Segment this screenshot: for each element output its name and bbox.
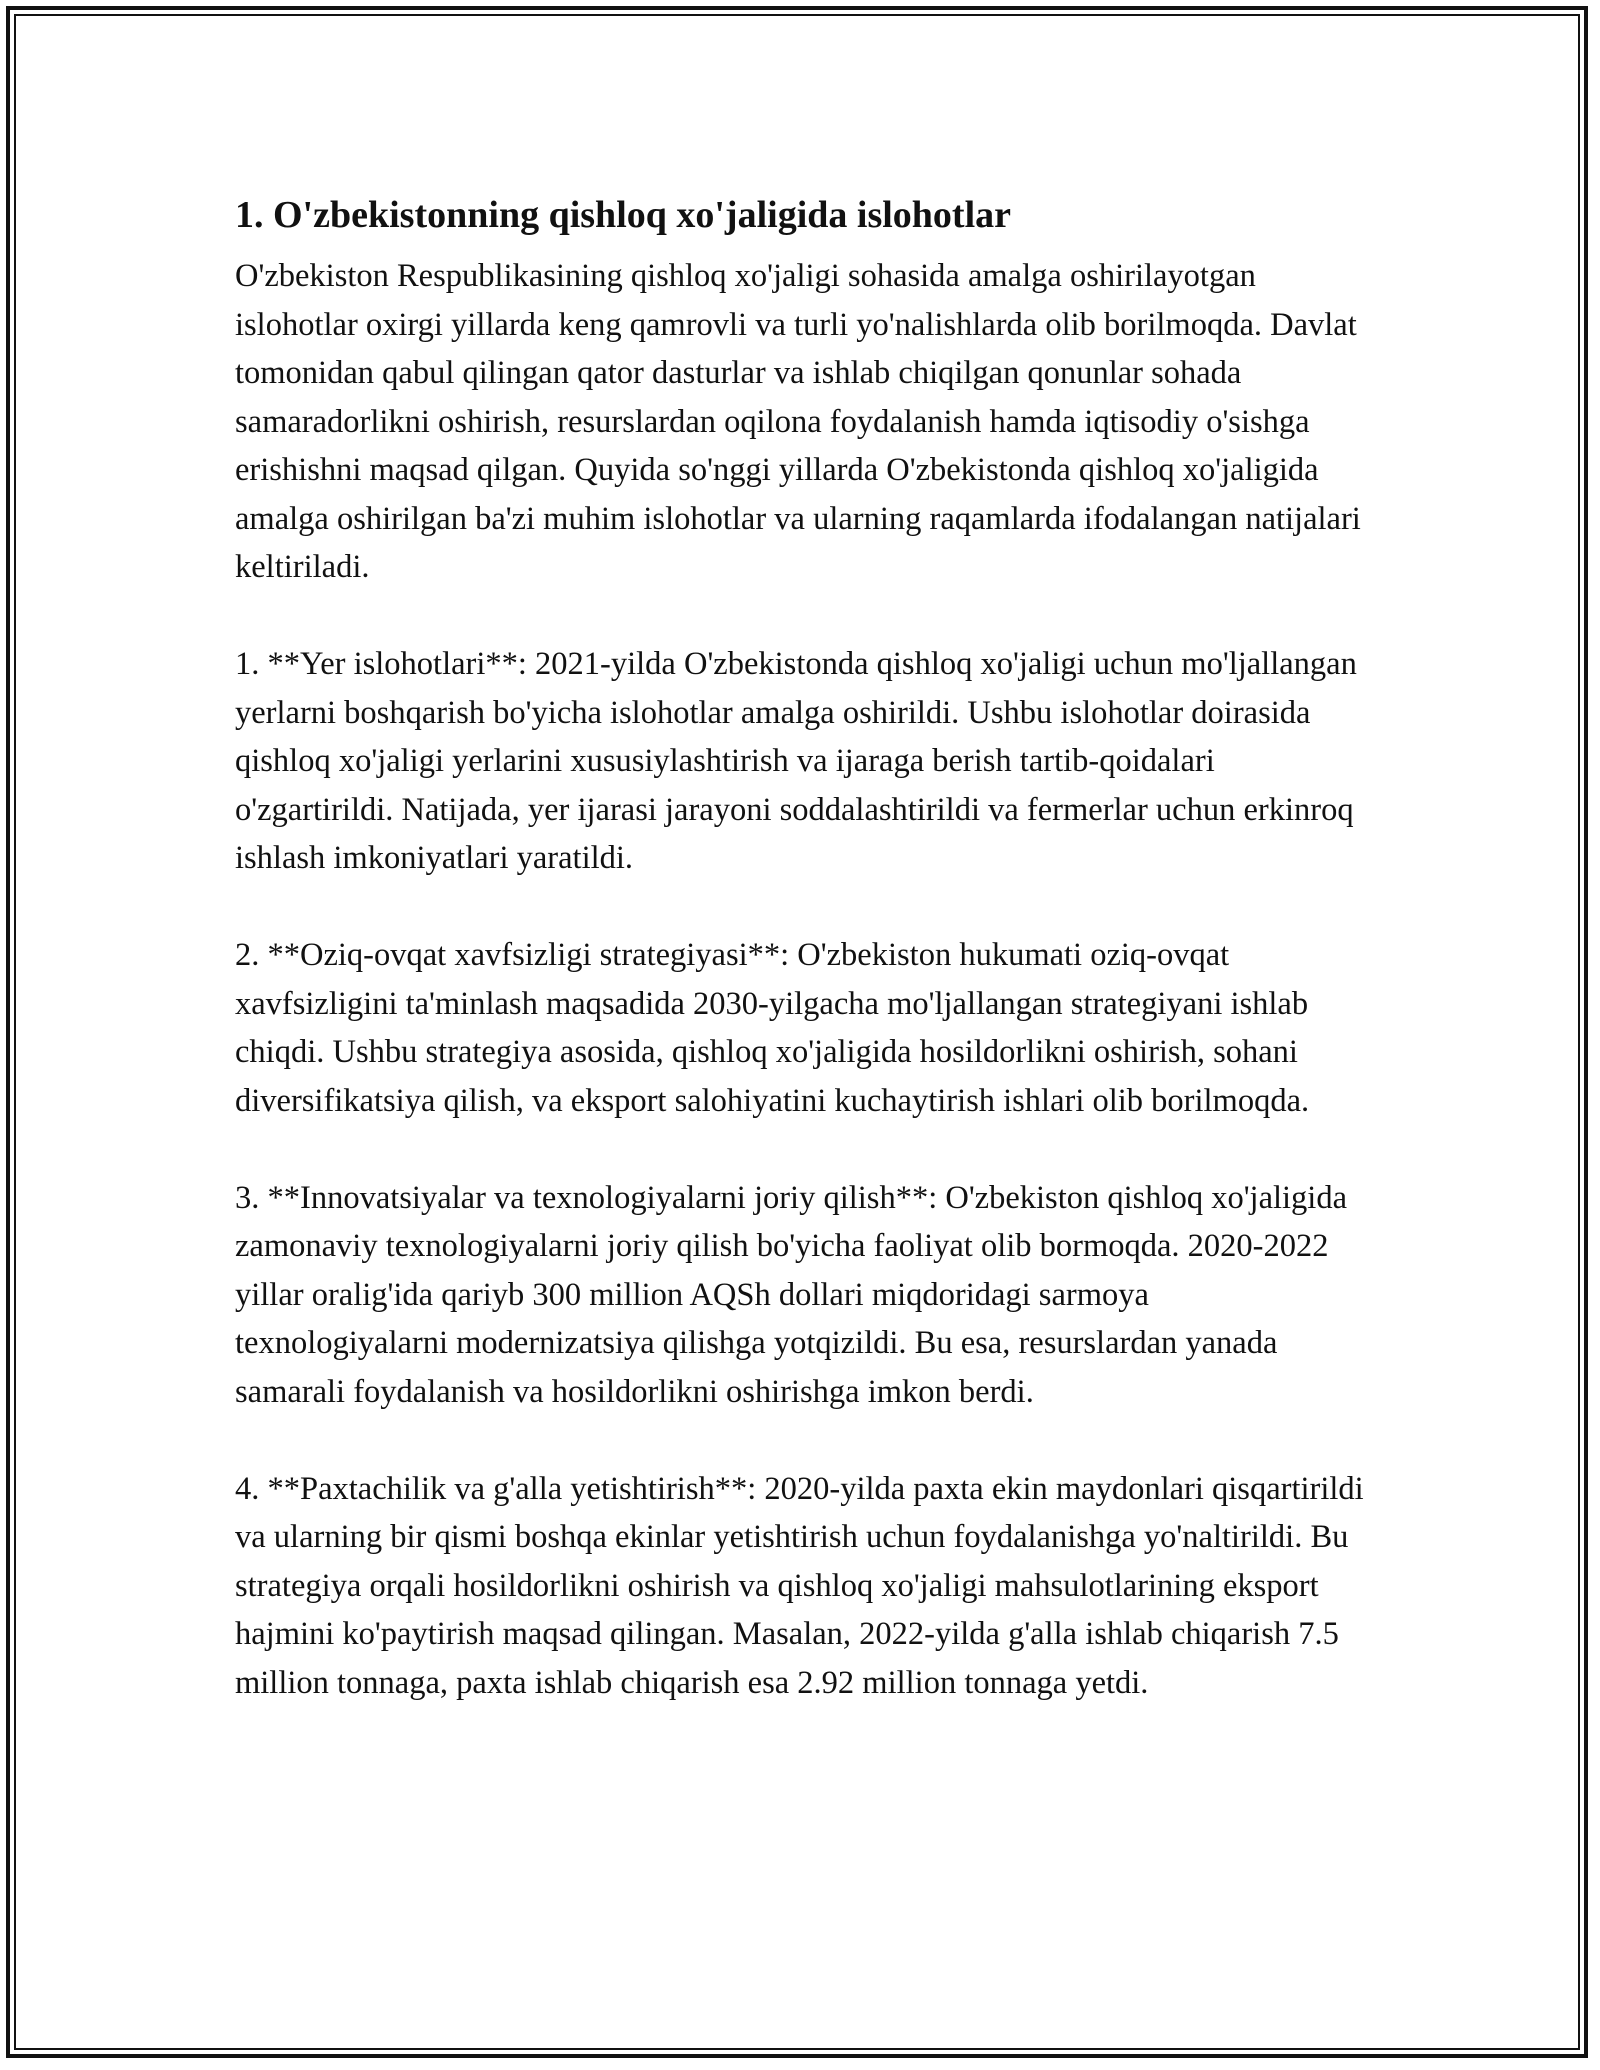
- section-heading: 1. O'zbekistonning qishloq xo'jaligida islohotlar: [235, 194, 1012, 236]
- document-body: [235, 188, 1370, 1707]
- intro-paragraph: O'zbekiston Respublikasining qishloq xo'jaligi sohasida amalga oshirilayotgan islohotlar oxirgi yillarda keng qamrovli va turli yo'nalishlarda olib borilmoqda. Davlat tomonidan qabul qilingan qator dasturlar va ishlab chiqilgan qonunlar sohada samaradorlikni oshirish, resurslardan oqilona foydalanish hamda iqtisodiy o'sishga erishishni maqsad qilgan. Quyida so'nggi yillarda O'zbekistonda qishloq xo'jaligida amalga oshirilgan ba'zi muhim islohotlar va ularning raqamlarda ifodalangan natijalari keltiriladi.: [235, 258, 1369, 585]
- list-item-innovations: 3. **Innovatsiyalar va texnologiyalarni joriy qilish**: O'zbekiston qishloq xo'jaligida zamonaviy texnologiyalarni joriy qilish bo'yicha faoliyat olib bormoqda. 2020-2022 yillar oralig'ida qariyb 300 million AQSh dollari miqdoridagi sarmoya texnologiyalarni modernizatsiya qilishga yotqizildi. Bu esa, resurslardan yanada samarali foydalanish va hosildorlikni oshirishga imkon berdi.: [235, 1179, 1356, 1410]
- list-item-land-reforms: 1. **Yer islohotlari**: 2021-yilda O'zbekistonda qishloq xo'jaligi uchun mo'ljallangan yerlarni boshqarish bo'yicha islohotlar amalga oshirildi. Ushbu islohotlar doirasida qishloq xo'jaligi yerlarini xususiylashtirish va ijaraga berish tartib-qoidalari o'zgartirildi. Natijada, yer ijarasi jarayoni soddalashtirildi va fermerlar uchun erkinroq ishlash imkoniyatlari yaratildi.: [235, 646, 1365, 876]
- list-item-food-security: 2. **Oziq-ovqat xavfsizligi strategiyasi**: O'zbekiston hukumati oziq-ovqat xavfsizligini ta'minlash maqsadida 2030-yilgacha mo'ljallangan strategiyani ishlab chiqdi. Ushbu strategiya asosida, qishloq xo'jaligida hosildorlikni oshirish, sohani diversifikatsiya qilish, va eksport salohiyatini kuchaytirish ishlari olib borilmoqda.: [235, 937, 1317, 1119]
- list-item-cotton-grain: 4. **Paxtachilik va g'alla yetishtirish**: 2020-yilda paxta ekin maydonlari qisqartirildi va ularning bir qismi boshqa ekinlar yetishtirish uchun foydalanishga yo'naltirildi. Bu strategiya orqali hosildorlikni oshirish va qishloq xo'jaligi mahsulotlarining eksport hajmini ko'paytirish maqsad qilingan. Masalan, 2022-yilda g'alla ishlab chiqarish 7.5 million tonnaga, paxta ishlab chiqarish esa 2.92 million tonnaga yetdi.: [235, 1470, 1372, 1701]
